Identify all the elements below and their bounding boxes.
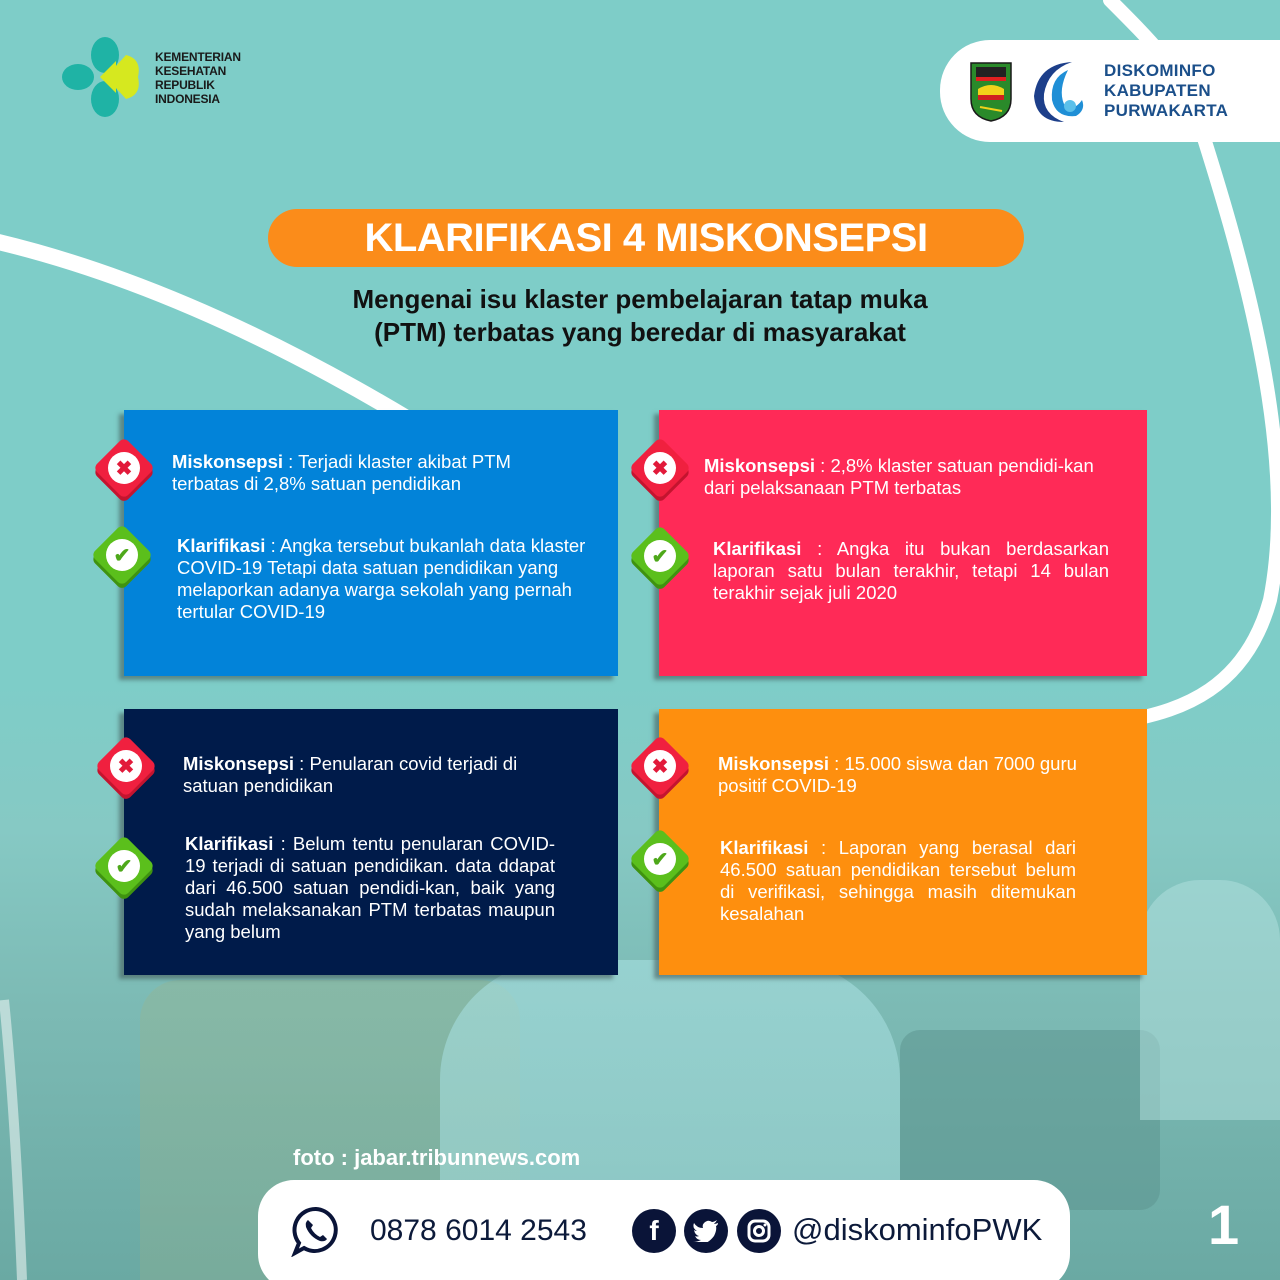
subtitle-line: Mengenai isu klaster pembelajaran tatap muka (352, 284, 928, 314)
social-handle[interactable]: @diskominfoPWK (792, 1212, 1043, 1247)
kominfo-logo-icon (1024, 56, 1094, 126)
agency-name-line: PURWAKARTA (1104, 101, 1229, 120)
instagram-icon[interactable] (737, 1209, 781, 1253)
clarification-text (713, 538, 1109, 604)
twitter-icon[interactable] (684, 1209, 728, 1253)
subtitle-line: (PTM) terbatas yang beredar di masyarakat (374, 317, 906, 347)
misconception-body: : 15.000 siswa dan 7000 guru positif COVID-19 (718, 753, 1077, 796)
clarification-body: : Laporan yang berasal dari 46.500 satuan pendidikan tersebut belum di verifikasi, sehingga masih ditemukan kesalahan (720, 837, 1076, 924)
purwakarta-crest-icon (968, 59, 1014, 123)
ministry-name-line: INDONESIA (155, 91, 220, 106)
clarification-body: : Angka itu bukan berdasarkan laporan satu bulan terakhir, tetapi 14 bulan terakhir sejak juli 2020 (713, 538, 1109, 603)
x-mark-icon: ✖ (94, 440, 154, 500)
ministry-logo (60, 35, 241, 120)
clarification-text (185, 833, 555, 943)
misconception-label: Miskonsepsi (172, 451, 284, 472)
misconception-card-4 (659, 709, 1147, 975)
check-mark-icon: ✔ (630, 528, 690, 588)
kemenkes-logo-icon (60, 35, 145, 120)
ministry-name-line: KESEHATAN (155, 63, 227, 78)
agency-logo-panel (940, 40, 1280, 142)
clarification-body: : Angka tersebut bukanlah data klaster COVID-19 Tetapi data satuan pendidikan yang melaporkan adanya warga sekolah yang pernah tertular COVID-19 (177, 535, 586, 622)
page-title: KLARIFIKASI 4 MISKONSEPSI (268, 209, 1024, 267)
misconception-body: : Penularan covid terjadi di satuan pendidikan (183, 753, 518, 796)
misconception-label: Miskonsepsi (718, 753, 830, 774)
page-subtitle (200, 283, 1080, 349)
misconception-card-2 (659, 410, 1147, 676)
check-mark-icon: ✔ (630, 831, 690, 891)
misconception-body: : 2,8% klaster satuan pendidi-kan dari pelaksanaan PTM terbatas (704, 455, 1094, 498)
page-number: 1 (1208, 1193, 1240, 1256)
x-mark-icon: ✖ (96, 738, 156, 798)
misconception-text (718, 753, 1098, 797)
clarification-label: Klarifikasi (185, 833, 274, 854)
ministry-name-line: REPUBLIK (155, 77, 215, 92)
clarification-text (177, 535, 597, 623)
x-mark-icon: ✖ (630, 738, 690, 798)
misconception-card-3 (124, 709, 618, 975)
misconception-card-1 (124, 410, 618, 676)
phone-number[interactable]: 0878 6014 2543 (370, 1214, 587, 1247)
x-mark-icon: ✖ (630, 440, 690, 500)
misconception-text (704, 455, 1114, 499)
misconception-text (183, 753, 563, 797)
clarification-label: Klarifikasi (713, 538, 802, 559)
agency-name-line: DISKOMINFO (1104, 61, 1216, 80)
whatsapp-icon[interactable] (290, 1205, 342, 1257)
ministry-name-line: KEMENTERIAN (155, 49, 241, 64)
misconception-text (172, 451, 572, 495)
clarification-body: : Belum tentu penularan COVID-19 terjadi di satuan pendidikan. data ddapat dari 46.500 satuan pendidi-kan, baik yang sudah melaksanakan PTM terbatas maupun yang belum (185, 833, 555, 942)
misconception-label: Miskonsepsi (704, 455, 816, 476)
agency-name-line: KABUPATEN (1104, 81, 1211, 100)
facebook-icon[interactable]: f (632, 1209, 676, 1253)
clarification-label: Klarifikasi (177, 535, 266, 556)
photo-credit: foto : jabar.tribunnews.com (293, 1145, 581, 1170)
check-mark-icon: ✔ (92, 527, 152, 587)
check-mark-icon: ✔ (94, 838, 154, 898)
clarification-label: Klarifikasi (720, 837, 809, 858)
misconception-body: : Terjadi klaster akibat PTM terbatas di 2,8% satuan pendidikan (172, 451, 511, 494)
misconception-label: Miskonsepsi (183, 753, 295, 774)
clarification-text (720, 837, 1076, 925)
